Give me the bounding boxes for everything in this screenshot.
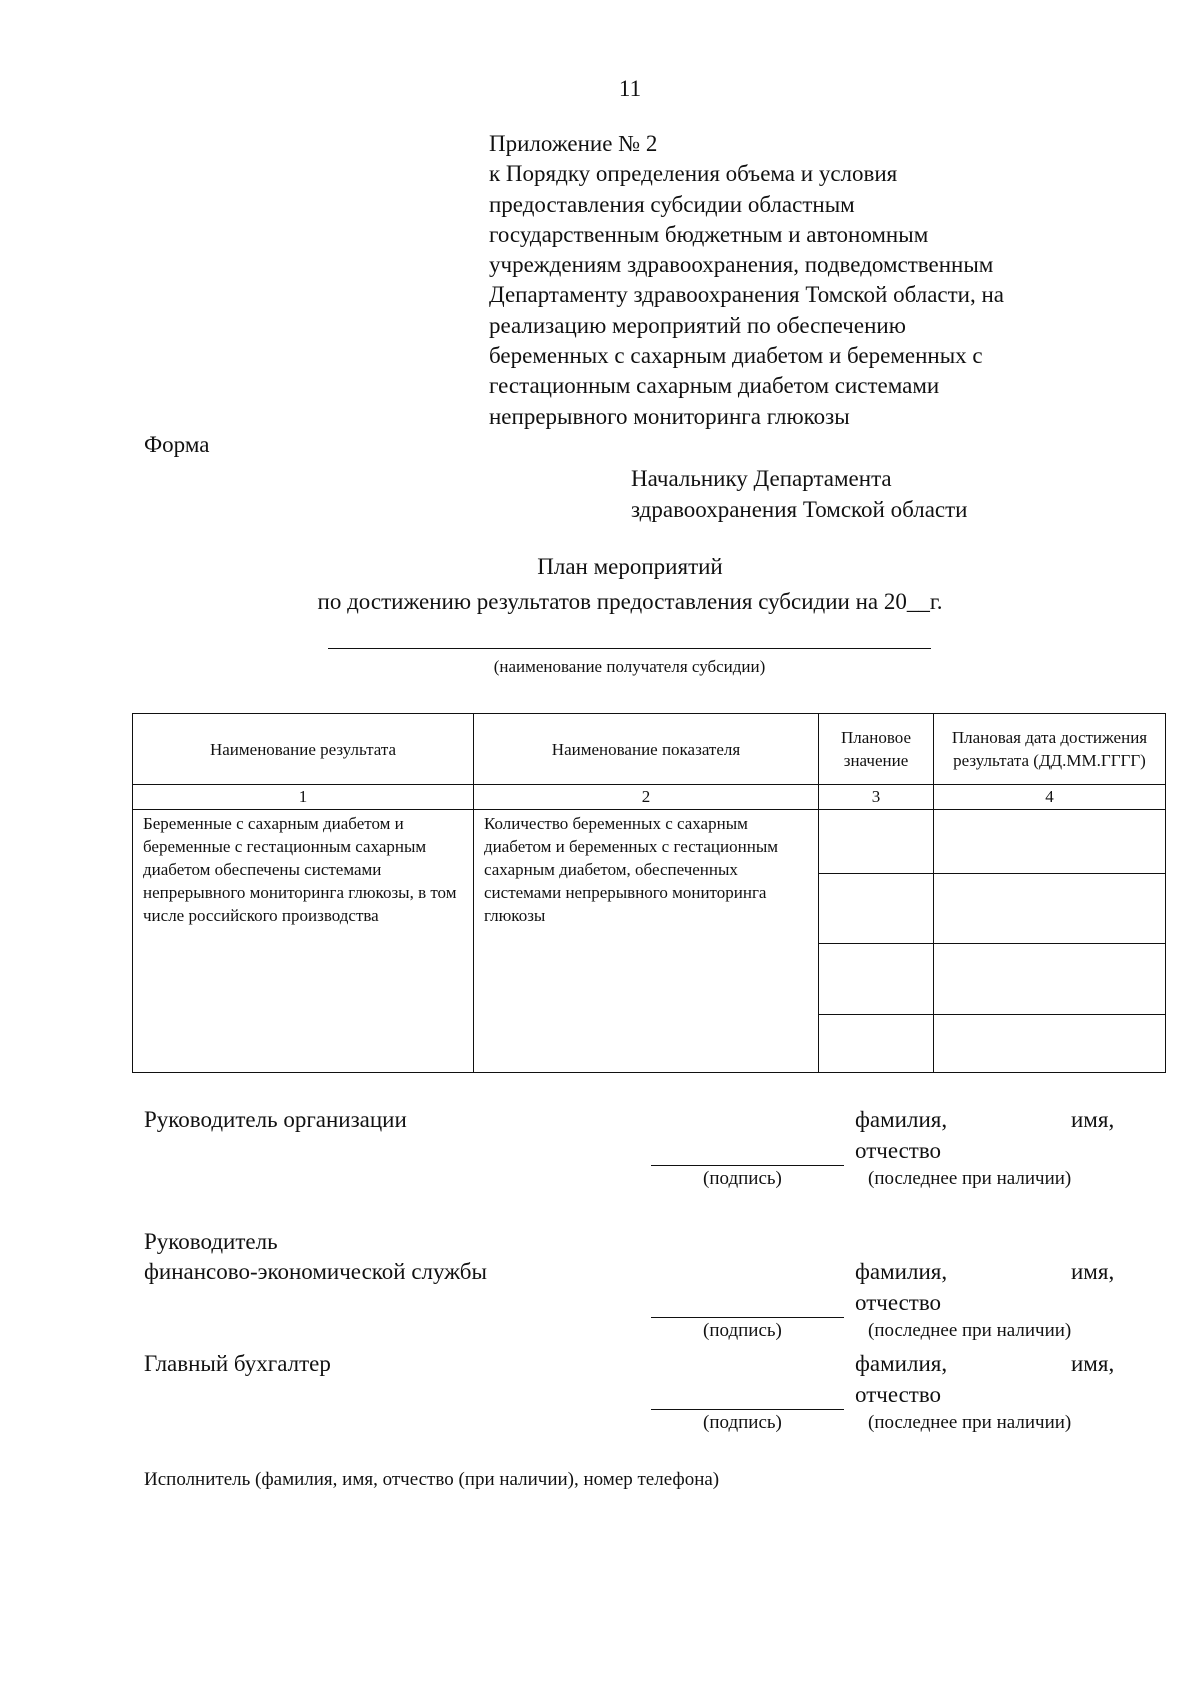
- signature-line[interactable]: [651, 1409, 844, 1410]
- name-caption: (последнее при наличии): [868, 1168, 1072, 1189]
- name-field-label: отчество: [855, 1138, 942, 1163]
- plan-subtitle: по достижению результатов предоставления субсидии на 20__г.: [317, 589, 943, 614]
- header-planned-date: Плановая дата достижения результата (ДД.ММ.ГГГГ): [934, 714, 1166, 785]
- appendix-line: непрерывного мониторинга глюкозы: [489, 403, 850, 429]
- appendix-header: [489, 129, 1109, 432]
- addressee: [631, 464, 967, 525]
- table-column-numbers-row: [133, 785, 1166, 810]
- column-number: 2: [474, 785, 819, 810]
- name-caption: (последнее при наличии): [868, 1412, 1072, 1433]
- name-field-label: отчество: [855, 1382, 942, 1407]
- signature-caption: (подпись): [703, 1168, 782, 1189]
- plan-table: [132, 713, 1166, 1073]
- column-number: 3: [819, 785, 934, 810]
- name-field-label: фамилия,: [855, 1259, 948, 1284]
- appendix-line: гестационным сахарным диабетом системами: [489, 373, 940, 399]
- planned-value-cell[interactable]: [819, 874, 934, 944]
- header-planned-value: Плановое значение: [819, 714, 934, 785]
- plan-title: План мероприятий: [537, 554, 723, 579]
- name-field-label: отчество: [855, 1290, 942, 1315]
- indicator-name-cell: Количество беременных с сахарным диабетом и беременных с гестационным сахарным диабетом, обеспеченных системами непрерывного мониторинга глюкозы: [474, 810, 819, 1073]
- signature-role-label: Главный бухгалтер: [144, 1351, 331, 1376]
- name-caption: (последнее при наличии): [868, 1320, 1072, 1341]
- name-field-label: имя,: [1071, 1107, 1115, 1132]
- header-indicator-name: Наименование показателя: [474, 714, 819, 785]
- recipient-name-line[interactable]: [328, 648, 931, 649]
- planned-date-cell[interactable]: [934, 1015, 1166, 1073]
- signature-caption: (подпись): [703, 1320, 782, 1341]
- result-name-cell: Беременные с сахарным диабетом и беременные с гестационным сахарным диабетом обеспечены системами непрерывного мониторинга глюкозы, в том числе российского производства: [133, 810, 474, 1073]
- planned-value-cell[interactable]: [819, 810, 934, 874]
- planned-value-cell[interactable]: [819, 1015, 934, 1073]
- performer-line: Исполнитель (фамилия, имя, отчество (при наличии), номер телефона): [144, 1469, 720, 1490]
- planned-date-cell[interactable]: [934, 874, 1166, 944]
- name-field-label: имя,: [1071, 1351, 1115, 1376]
- appendix-line: государственным бюджетным и автономным: [489, 221, 929, 247]
- name-field-label: имя,: [1071, 1259, 1115, 1284]
- appendix-line: реализацию мероприятий по обеспечению: [489, 312, 906, 338]
- appendix-line: учреждениям здравоохранения, подведомственным: [489, 252, 994, 278]
- signature-role-label: Руководитель организации: [144, 1107, 407, 1132]
- signature-role-label: Руководитель: [144, 1229, 278, 1254]
- header-result-name: Наименование результата: [133, 714, 474, 785]
- addressee-line: здравоохранения Томской области: [631, 496, 968, 522]
- appendix-line: предоставления субсидии областным: [489, 191, 855, 217]
- table-row: [133, 810, 1166, 874]
- name-field-label: фамилия,: [855, 1107, 948, 1132]
- column-number: 4: [934, 785, 1166, 810]
- signature-line[interactable]: [651, 1317, 844, 1318]
- appendix-line: беременных с сахарным диабетом и беременных с: [489, 343, 983, 369]
- column-number: 1: [133, 785, 474, 810]
- name-field-label: фамилия,: [855, 1351, 948, 1376]
- recipient-caption: (наименование получателя субсидии): [493, 657, 766, 676]
- planned-value-cell[interactable]: [819, 944, 934, 1015]
- planned-date-cell[interactable]: [934, 810, 1166, 874]
- addressee-line: Начальнику Департамента: [631, 466, 892, 491]
- signature-caption: (подпись): [703, 1412, 782, 1433]
- planned-date-cell[interactable]: [934, 944, 1166, 1015]
- appendix-line: к Порядку определения объема и условия: [489, 161, 898, 187]
- signature-line[interactable]: [651, 1165, 844, 1166]
- form-label: Форма: [144, 432, 210, 457]
- appendix-line: Приложение № 2: [489, 131, 658, 156]
- signature-role-label: финансово-экономической службы: [144, 1259, 487, 1284]
- appendix-line: Департаменту здравоохранения Томской области, на: [489, 282, 1004, 308]
- page-number: 11: [618, 76, 642, 101]
- table-header-row: [133, 714, 1166, 785]
